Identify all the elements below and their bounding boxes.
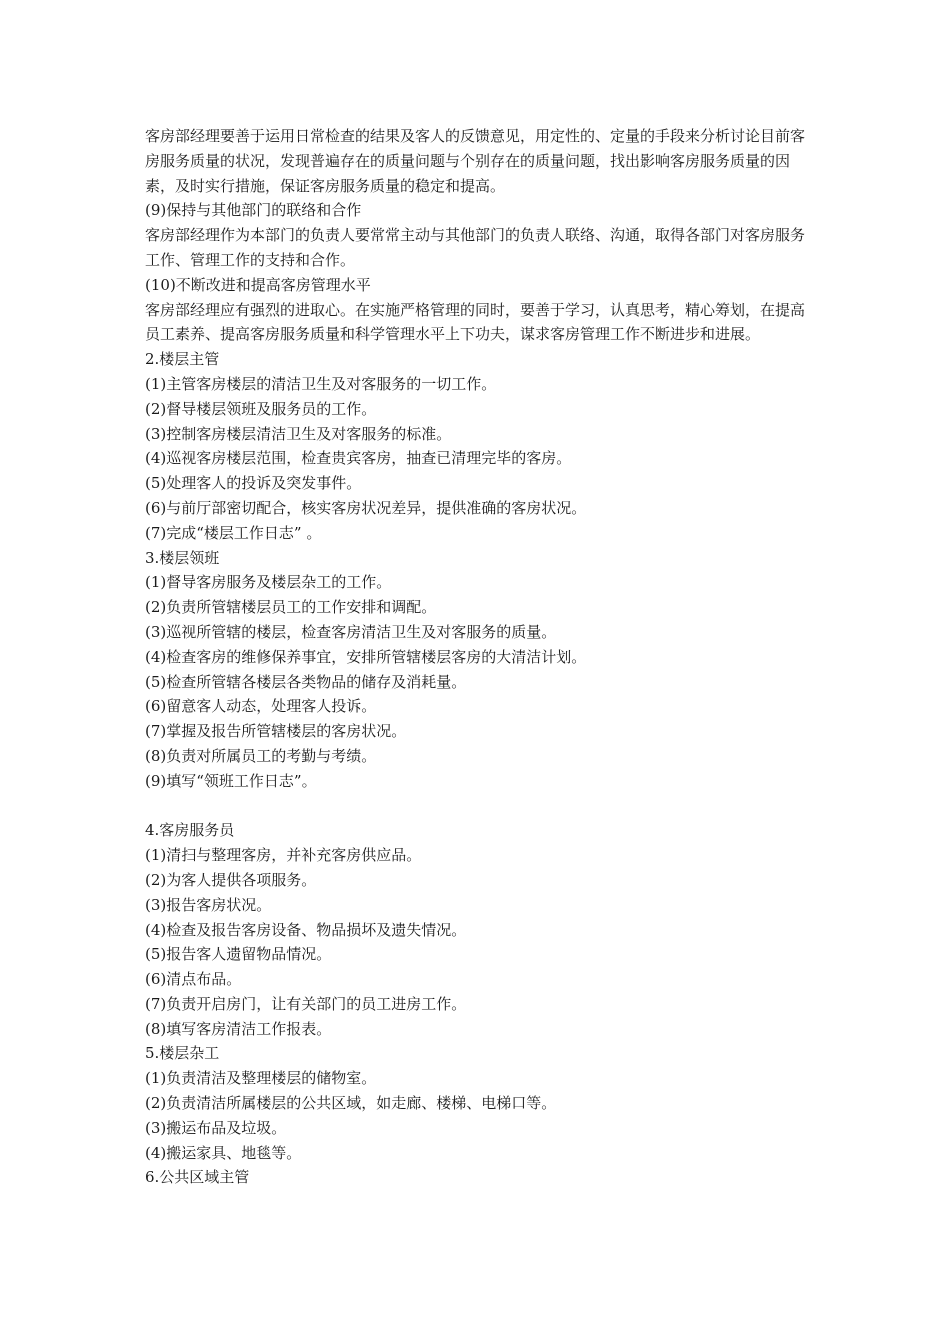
paragraph: (5)处理客人的投诉及突发事件。 xyxy=(145,474,362,493)
paragraph: 客房部经理作为本部门的负责人要常常主动与其他部门的负责人联络、沟通，取得各部门对客房服务工作、管理工作的支持和合作。 xyxy=(145,226,806,269)
paragraph: (4)搬运家具、地毯等。 xyxy=(145,1143,302,1162)
paragraph: (4)检查客房的维修保养事宜，安排所管辖楼层客房的大清洁计划。 xyxy=(145,647,587,666)
paragraph: (1)主管客房楼层的清洁卫生及对客服务的一切工作。 xyxy=(145,374,497,393)
paragraph: (5)报告客人遗留物品情况。 xyxy=(145,945,332,964)
paragraph: (9)保持与其他部门的联络和合作 xyxy=(145,201,362,220)
paragraph: (3)搬运布品及垃圾。 xyxy=(145,1118,287,1137)
paragraph: (10)不断改进和提高客房管理水平 xyxy=(145,275,371,294)
paragraph: 4.客房服务员 xyxy=(145,821,235,840)
paragraph: 客房部经理应有强烈的进取心。在实施严格管理的同时，要善于学习，认真思考，精心筹划，在提高员工素养、提高客房服务质量和科学管理水平上下功夫，谋求客房管理工作不断进步和进展。 xyxy=(145,300,806,344)
paragraph: 3.楼层领班 xyxy=(145,548,220,567)
paragraph: (3)控制客房楼层清洁卫生及对客服务的标准。 xyxy=(145,424,452,443)
paragraph: (6)清点布品。 xyxy=(145,970,242,989)
paragraph: (4)巡视客房楼层范围，检查贵宾客房，抽查已清理完毕的客房。 xyxy=(145,449,572,468)
paragraph: (9)填写“领班工作日志”。 xyxy=(145,771,317,790)
paragraph: 6.公共区域主管 xyxy=(145,1168,250,1187)
paragraph: 客房部经理要善于运用日常检查的结果及客人的反馈意见，用定性的、定量的手段来分析讨论目前客房服务质量的状况，发现普遍存在的质量问题与个别存在的质量问题，找出影响客房服务质量的因素，及时实行措施，保证客房服务质量的稳定和提高。 xyxy=(145,127,806,195)
paragraph: (6)与前厅部密切配合，核实客房状况差异，提供准确的客房状况。 xyxy=(145,498,587,517)
paragraph: (8)填写客房清洁工作报表。 xyxy=(145,1019,332,1038)
paragraph: (2)为客人提供各项服务。 xyxy=(145,870,317,889)
paragraph: (2)负责所管辖楼层员工的工作安排和调配。 xyxy=(145,598,437,617)
document-body xyxy=(145,124,815,1190)
paragraph: 5.楼层杂工 xyxy=(145,1044,220,1063)
paragraph: (3)巡视所管辖的楼层，检查客房清洁卫生及对客服务的质量。 xyxy=(145,622,557,641)
paragraph: (7)掌握及报告所管辖楼层的客房状况。 xyxy=(145,722,407,741)
paragraph: (5)检查所管辖各楼层各类物品的储存及消耗量。 xyxy=(145,672,467,691)
paragraph: (2)督导楼层领班及服务员的工作。 xyxy=(145,399,377,418)
paragraph: (3)报告客房状况。 xyxy=(145,895,272,914)
paragraph: 2.楼层主管 xyxy=(145,350,220,369)
paragraph: (1)清扫与整理客房，并补充客房供应品。 xyxy=(145,846,422,865)
paragraph: (4)检查及报告客房设备、物品损坏及遗失情况。 xyxy=(145,920,467,939)
paragraph: (2)负责清洁所属楼层的公共区域，如走廊、楼梯、电梯口等。 xyxy=(145,1094,557,1113)
paragraph: (7)负责开启房门，让有关部门的员工进房工作。 xyxy=(145,994,467,1013)
paragraph: (8)负责对所属员工的考勤与考绩。 xyxy=(145,746,377,765)
paragraph: (7)完成“楼层工作日志” 。 xyxy=(145,523,322,542)
blank-line xyxy=(145,794,815,819)
paragraph: (1)督导客房服务及楼层杂工的工作。 xyxy=(145,573,392,592)
paragraph: (6)留意客人动态，处理客人投诉。 xyxy=(145,697,377,716)
paragraph: (1)负责清洁及整理楼层的储物室。 xyxy=(145,1069,377,1088)
